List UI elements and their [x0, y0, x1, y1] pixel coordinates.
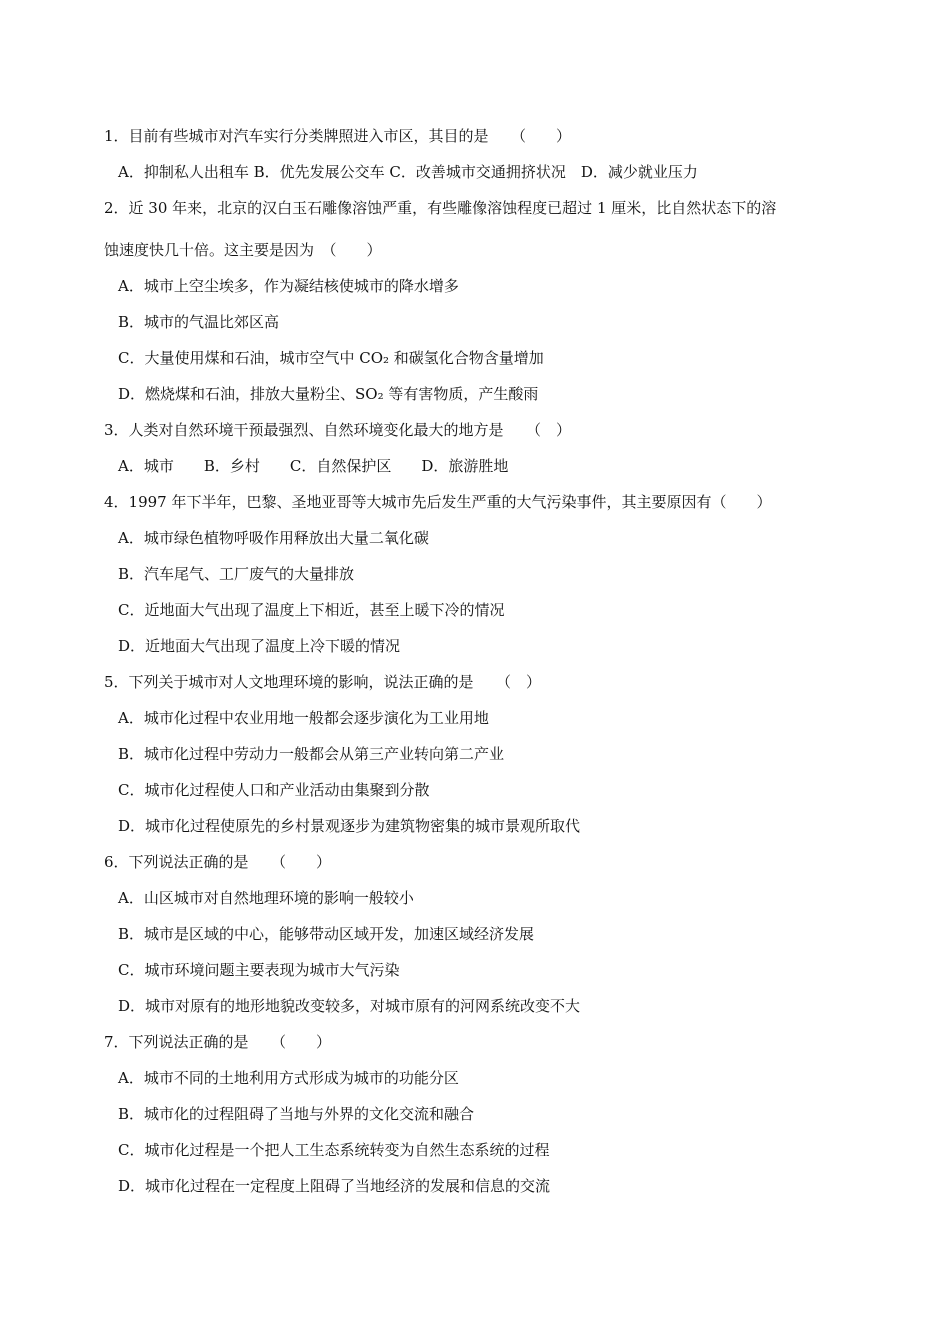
question-2-stem-cont: 蚀速度快几十倍。这主要是因为 （ ）: [104, 241, 382, 259]
question-7-option-a: A．城市不同的土地利用方式形成为城市的功能分区: [118, 1069, 459, 1087]
question-1-stem: 1．目前有些城市对汽车实行分类牌照进入市区，其目的是 （ ）: [104, 127, 572, 145]
question-5-option-d: D．城市化过程使原先的乡村景观逐步为建筑物密集的城市景观所取代: [118, 817, 581, 835]
question-6-option-c: C．城市环境问题主要表现为城市大气污染: [118, 961, 400, 979]
question-4-option-d: D．近地面大气出现了温度上冷下暖的情况: [118, 637, 401, 655]
question-6-stem: 6．下列说法正确的是 （ ）: [104, 853, 332, 871]
question-3-options: A．城市 B．乡村 C．自然保护区 D．旅游胜地: [118, 457, 509, 475]
question-2-stem: 2．近 30 年来，北京的汉白玉石雕像溶蚀严重，有些雕像溶蚀程度已超过 1 厘米，比自然状态下的溶: [104, 199, 777, 217]
question-4-stem: 4．1997 年下半年，巴黎、圣地亚哥等大城市先后发生严重的大气污染事件，其主要原因有（ ）: [104, 493, 772, 511]
question-6-option-b: B．城市是区域的中心，能够带动区域开发，加速区域经济发展: [118, 925, 535, 943]
question-2-option-b: B．城市的气温比郊区高: [118, 313, 280, 331]
question-5-stem: 5．下列关于城市对人文地理环境的影响，说法正确的是 （ ）: [104, 673, 542, 691]
question-6-option-d: D．城市对原有的地形地貌改变较多，对城市原有的河网系统改变不大: [118, 997, 581, 1015]
question-2-option-d: D．燃烧煤和石油，排放大量粉尘、SO₂ 等有害物质，产生酸雨: [118, 385, 539, 403]
question-2-option-a: A．城市上空尘埃多，作为凝结核使城市的降水增多: [118, 277, 459, 295]
question-7-option-b: B．城市化的过程阻碍了当地与外界的文化交流和融合: [118, 1105, 475, 1123]
question-7-option-c: C．城市化过程是一个把人工生态系统转变为自然生态系统的过程: [118, 1141, 550, 1159]
question-3-stem: 3．人类对自然环境干预最强烈、自然环境变化最大的地方是 （ ）: [104, 421, 572, 439]
question-4-option-a: A．城市绿色植物呼吸作用释放出大量二氧化碳: [118, 529, 429, 547]
question-4-option-b: B．汽车尾气、工厂废气的大量排放: [118, 565, 355, 583]
question-2-option-c: C．大量使用煤和石油，城市空气中 CO₂ 和碳氢化合物含量增加: [118, 349, 544, 367]
question-4-option-c: C．近地面大气出现了温度上下相近，甚至上暖下冷的情况: [118, 601, 505, 619]
question-7-stem: 7．下列说法正确的是 （ ）: [104, 1033, 332, 1051]
question-6-option-a: A．山区城市对自然地理环境的影响一般较小: [118, 889, 414, 907]
question-1-options: A．抑制私人出租车 B．优先发展公交车 C．改善城市交通拥挤状况 D．减少就业压力: [118, 163, 698, 181]
question-5-option-b: B．城市化过程中劳动力一般都会从第三产业转向第二产业: [118, 745, 505, 763]
question-5-option-c: C．城市化过程使人口和产业活动由集聚到分散: [118, 781, 430, 799]
question-5-option-a: A．城市化过程中农业用地一般都会逐步演化为工业用地: [118, 709, 489, 727]
question-7-option-d: D．城市化过程在一定程度上阻碍了当地经济的发展和信息的交流: [118, 1177, 551, 1195]
